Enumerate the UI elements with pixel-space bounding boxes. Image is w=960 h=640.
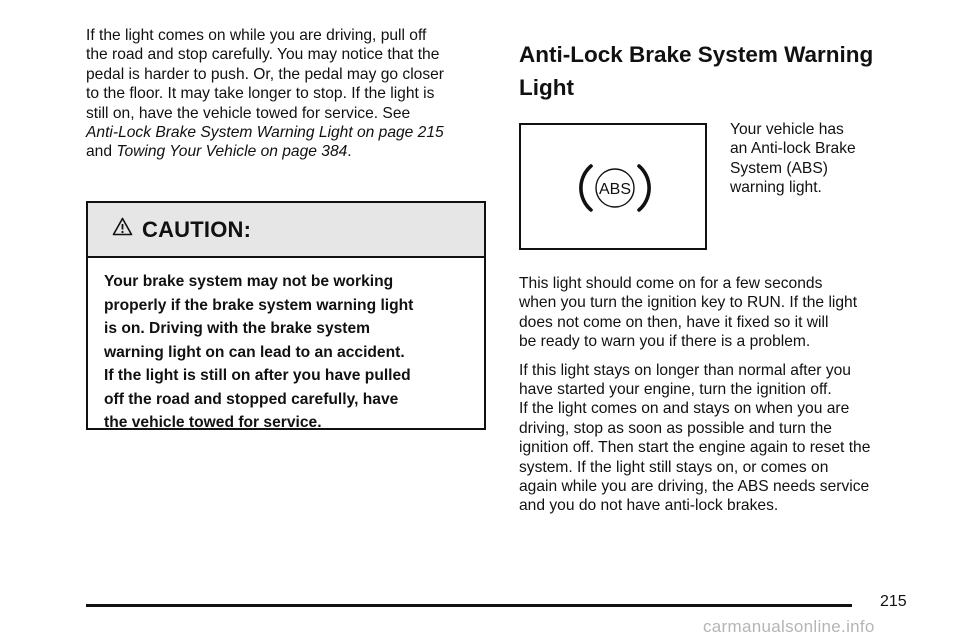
page-number: 215 [880,593,907,610]
intro-text: If the light comes on while you are driving, pull off the road and stop carefully. You may notice that the pedal is harder to push. Or, the pedal may go closer to the floor. It may take longer to stop. If the light is still on, have the vehicle towed for service. See [86,27,444,122]
abs-icon-label: ABS [598,181,632,198]
caution-book-icon [112,217,133,237]
left-column [86,26,491,162]
and-word: and [86,143,113,161]
abs-warning-reference-link[interactable]: Anti-Lock Brake System Warning Light on page 215 [86,124,444,142]
abs-icon [575,157,655,219]
section-heading: Anti-Lock Brake System Warning Light [519,42,874,100]
footer-rule [86,604,852,607]
caution-title: CAUTION: [142,216,252,242]
intro-paragraph [86,26,491,162]
caution-header [88,203,484,258]
abs-warning-light-illustration [519,123,707,250]
right-column [519,38,931,104]
caution-body-text: Your brake system may not be working properly if the brake system warning light is on. Driving with the brake system warning light on can lead to an accident. If the light is still on after you have pulled off the road and stopped carefully, have the vehicle towed for service. [104,273,414,431]
watermark: carmanualsonline.info [703,617,875,636]
caution-box [86,201,486,430]
towing-reference-link[interactable]: Towing Your Vehicle on page 384 [116,143,348,161]
abs-side-text: Your vehicle has an Anti-lock Brake System (ABS) warning light. [730,121,856,197]
abs-paragraph-2: If this light stays on longer than normal after you have started your engine, turn the ignition off. If the light comes on and stays on when you are driving, stop as soon as possible and turn the ignition off. Then start the engine again to reset the system. If the light still stays on, or comes on again while you are driving, the ABS needs service and you do not have anti-lock brakes. [519,361,871,515]
right-body [519,274,931,516]
abs-paragraph-1: This light should come on for a few seconds when you turn the ignition key to RUN. If the light does not come on then, have it fixed so it will be ready to warn you if there is a problem. [519,275,858,351]
ref-end-period: . [347,143,352,161]
